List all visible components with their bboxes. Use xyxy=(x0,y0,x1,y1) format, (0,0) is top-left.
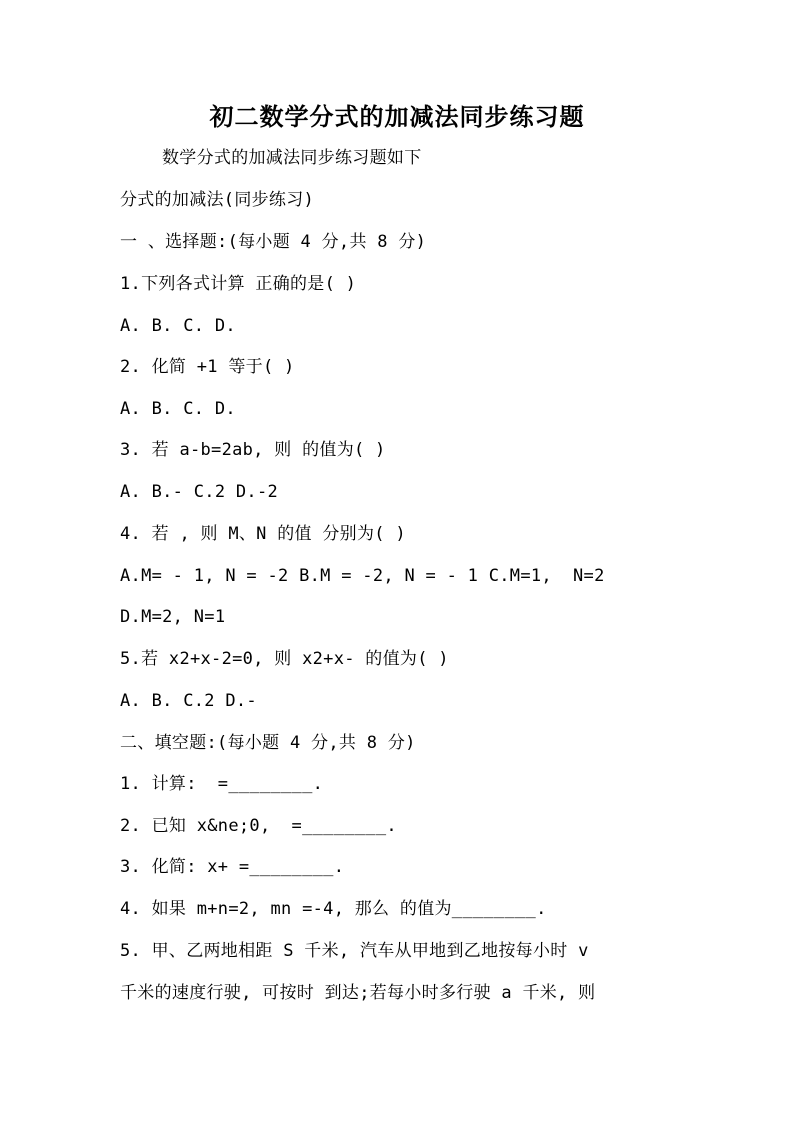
section-heading-fill: 二、填空题:(每小题 4 分,共 8 分) xyxy=(120,733,416,753)
question-text: 4. 若 , 则 M、N 的值 分别为( ) xyxy=(120,524,406,544)
answer-options: A. B. C.2 D.- xyxy=(120,691,257,711)
section-heading-choice: 一 、选择题:(每小题 4 分,共 8 分) xyxy=(120,232,427,252)
document-title: 初二数学分式的加减法同步练习题 xyxy=(209,102,585,131)
question-text: 千米的速度行驶, 可按时 到达;若每小时多行驶 a 千米, 则 xyxy=(120,983,596,1003)
question-text: 2. 化简 +1 等于( ) xyxy=(120,357,295,377)
section-heading: 分式的加减法(同步练习) xyxy=(120,190,315,210)
question-text: 5.若 x2+x-2=0, 则 x2+x- 的值为( ) xyxy=(120,649,449,669)
question-text: 3. 若 a-b=2ab, 则 的值为( ) xyxy=(120,440,386,460)
answer-options: A. B.- C.2 D.-2 xyxy=(120,482,279,502)
document-subtitle: 数学分式的加减法同步练习题如下 xyxy=(162,148,422,168)
answer-options: D.M=2, N=1 xyxy=(120,607,226,627)
answer-options: A.M= - 1, N = -2 B.M = -2, N = - 1 C.M=1, N=2 xyxy=(120,566,605,586)
question-text: 2. 已知 x&ne;0, =________. xyxy=(120,816,397,836)
question-text: 1.下列各式计算 正确的是( ) xyxy=(120,274,357,294)
answer-options: A. B. C. D. xyxy=(120,399,236,419)
question-text: 3. 化简: x+ =________. xyxy=(120,857,345,877)
question-text: 1. 计算: =________. xyxy=(120,774,324,794)
answer-options: A. B. C. D. xyxy=(120,316,236,336)
question-text: 5. 甲、乙两地相距 S 千米, 汽车从甲地到乙地按每小时 v xyxy=(120,941,589,961)
question-text: 4. 如果 m+n=2, mn =-4, 那么 的值为________. xyxy=(120,899,547,919)
